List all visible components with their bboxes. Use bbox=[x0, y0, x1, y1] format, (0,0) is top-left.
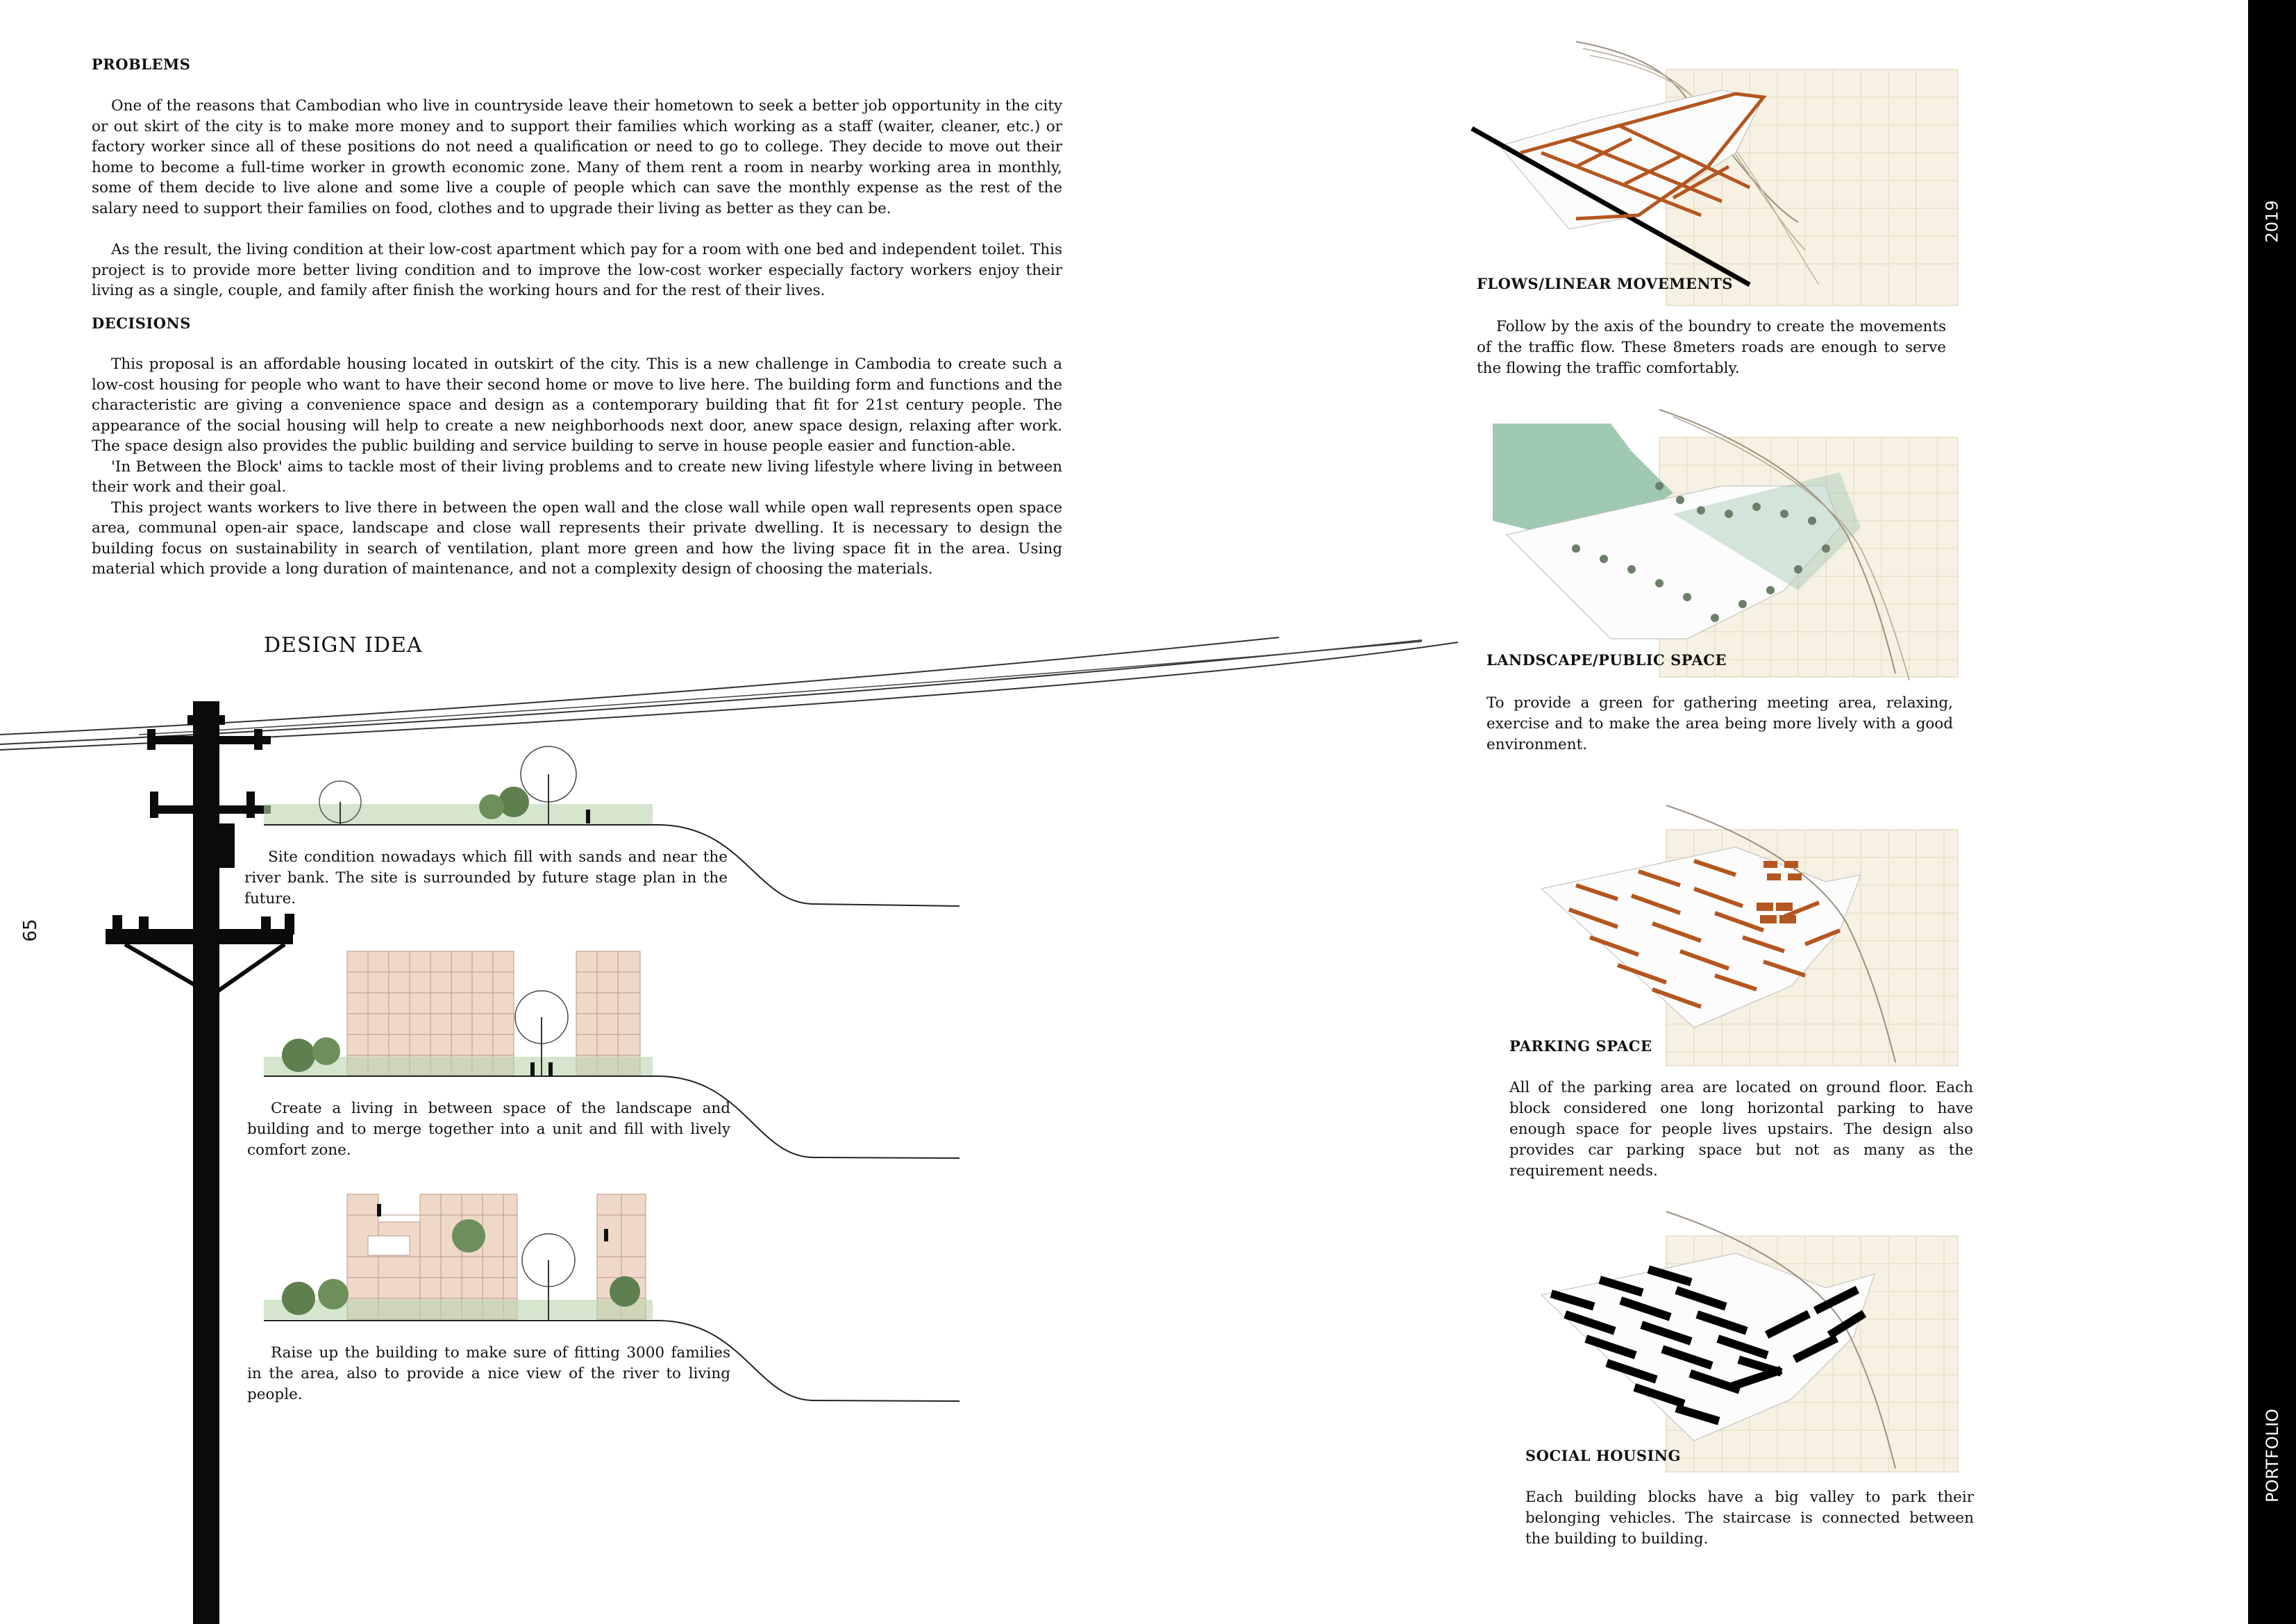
flows-text: Follow by the axis of the boundry to create the movements of the traffic flow. These 8meters roads are enough to serve the flowing the traffic comfortably. bbox=[1477, 318, 1946, 377]
sidebar-year: 2019 bbox=[2262, 200, 2282, 243]
diagram-landscape bbox=[1493, 410, 1965, 687]
left-page-number: 65 bbox=[20, 919, 41, 942]
caption-living-in-between: Create a living in between space of the landscape and building and to merge together into a unit and fill with lively comfort zone. bbox=[247, 1100, 730, 1159]
problems-heading: PROBLEMS bbox=[92, 56, 191, 73]
landscape-text: To provide a green for gathering meeting area, relaxing, exercise and to make the area being more lively with a good environment. bbox=[1486, 694, 1953, 753]
flows-title: FLOWS/LINEAR MOVEMENTS bbox=[1477, 275, 1733, 292]
decisions-paragraph-2: 'In Between the Block' aims to tackle most of their living problems and to create new living lifestyle where living in between their work and their goal. bbox=[92, 458, 1062, 496]
landscape-title: LANDSCAPE/PUBLIC SPACE bbox=[1486, 651, 1727, 669]
diagram-social-housing bbox=[1527, 1212, 1965, 1475]
design-idea-title: DESIGN IDEA bbox=[264, 633, 423, 658]
sidebar-label: PORTFOLIO bbox=[2263, 1409, 2282, 1502]
parking-text: All of the parking area are located on ground floor. Each block considered one long horizontal parking to have enough space for people lives upstairs. The design also provides car parking space but not as many as the requirement needs. bbox=[1509, 1079, 1973, 1180]
diagram-parking bbox=[1527, 805, 1965, 1069]
decisions-paragraph-3: This project wants workers to live there in between the open wall and the close wall while open wall represents open space area, communal open-air space, landscape and close wall represents their private dwelling. It is necessary to design the building focus on sustainability in search of ventilation, plant more green and how the living space fit in the area. Using material which provide a long duration of maintenance, and not a complexity design of choosing the materials. bbox=[92, 499, 1062, 578]
social-housing-title: SOCIAL HOUSING bbox=[1525, 1447, 1681, 1464]
diagram-flows bbox=[1472, 42, 1965, 305]
social-housing-text: Each building blocks have a big valley to park their belonging vehicles. The staircase is connected between the building to building. bbox=[1525, 1489, 1974, 1548]
caption-raised-building: Raise up the building to make sure of fitting 3000 families in the area, also to provide a nice view of the river to living people. bbox=[247, 1344, 730, 1403]
caption-site-condition: Site condition nowadays which fill with sands and near the river bank. The site is surrounded by future stage plan in the future. bbox=[244, 848, 728, 907]
decisions-paragraph-1: This proposal is an affordable housing located in outskirt of the city. This is a new challenge in Cambodia to create such a low-cost housing for people who want to have their second home or move to live here. The building form and functions and the characteristic are giving a convenience space and design as a contemporary building that fit for 21st century people. The appearance of the social housing will help to create a new neighborhoods next door, anew space design, relaxing after work. The space design also provides the public building and service building to serve in house people easier and function-able. bbox=[92, 355, 1062, 455]
decisions-heading: DECISIONS bbox=[92, 315, 191, 332]
problems-paragraph-1: One of the reasons that Cambodian who live in countryside leave their hometown to seek a better job opportunity in the city or out skirt of the city is to make more money and to support their families which working as a staff (waiter, cleaner, etc.) or factory worker since all of these positions do not need a qualification or need to go to college. They decide to move out their home to become a full-time worker in growth economic zone. Many of them rent a room in nearby working area in monthly, some of them decide to live alone and some live a couple of people which can save the monthly expense as the rest of the salary need to support their families on food, clothes and to upgrade their living as better as they can be. bbox=[92, 97, 1062, 217]
parking-title: PARKING SPACE bbox=[1509, 1037, 1652, 1055]
problems-paragraph-2: As the result, the living condition at their low-cost apartment which pay for a room with one bed and independent toilet. This project is to provide more better living condition and to improve the low-cost worker especially factory workers enjoy their living as a single, couple, and family after finish the working hours and for the rest of their lives. bbox=[92, 241, 1062, 299]
